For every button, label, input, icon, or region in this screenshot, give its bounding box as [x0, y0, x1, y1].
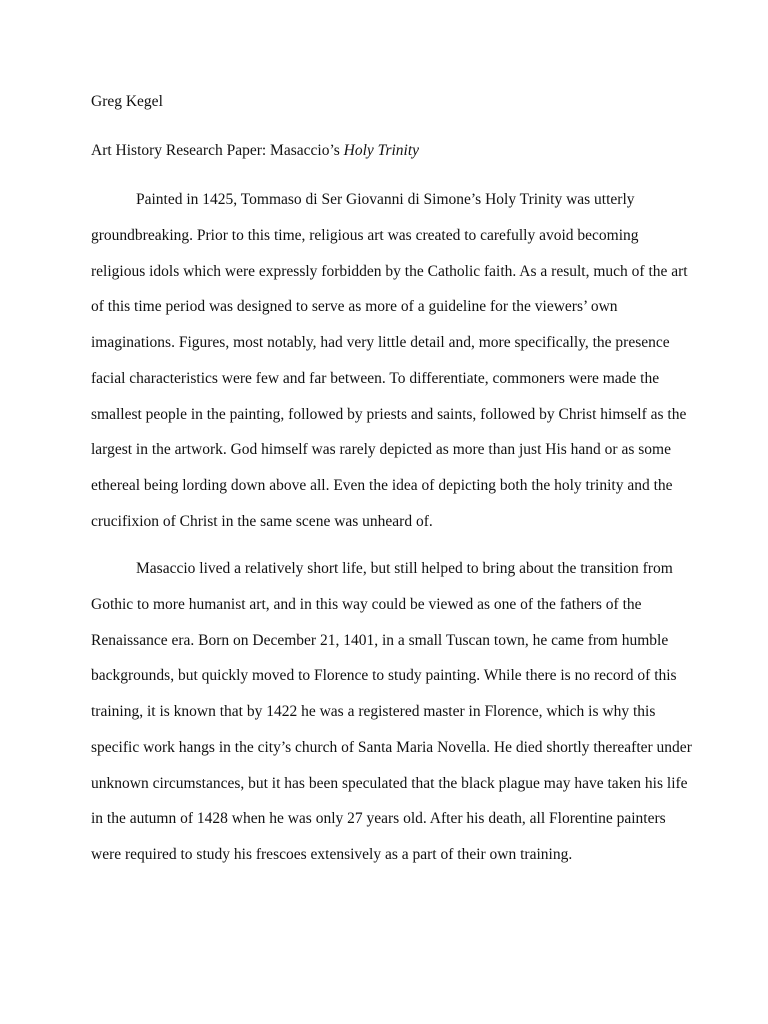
paper-title [91, 139, 419, 163]
paragraph-line: training, it is known that by 1422 he was a registered master in Florence, which is why this [91, 703, 656, 720]
paragraph-line: ethereal being lording down above all. Even the idea of depicting both the holy trinity and the [91, 477, 673, 494]
paragraph-line: of this time period was designed to serve as more of a guideline for the viewers’ own [91, 298, 618, 316]
title-prefix: Art History Research Paper: Masaccio’s [91, 142, 344, 159]
paragraph-line: crucifixion of Christ in the same scene was unheard of. [91, 512, 433, 530]
paragraph-line: imaginations. Figures, most notably, had very little detail and, more specifically, the presence [91, 334, 670, 351]
body-paragraph-1 [91, 188, 687, 546]
author-name: Greg Kegel [91, 93, 163, 110]
paragraph-line: Masaccio lived a relatively short life, but still helped to bring about the transition from [136, 560, 673, 577]
paragraph-line: were required to study his frescoes extensively as a part of their own training. [91, 846, 573, 863]
paragraph-line: facial characteristics were few and far between. To differentiate, commoners were made the [91, 369, 660, 387]
title-artwork-name: Holy Trinity [343, 142, 420, 159]
paragraph-line: specific work hangs in the city’s church of Santa Maria Novella. He died shortly thereafter under [91, 738, 692, 756]
paragraph-line: religious idols which were expressly forbidden by the Catholic faith. As a result, much of the art [91, 262, 688, 280]
body-paragraph-2 [91, 557, 692, 879]
paragraph-line: Gothic to more humanist art, and in this way could be viewed as one of the fathers of the [91, 595, 642, 613]
paragraph-line: backgrounds, but quickly moved to Florence to study painting. While there is no record of this [91, 667, 677, 685]
paragraph-line: in the autumn of 1428 when he was only 27 years old. After his death, all Florentine painters [91, 810, 666, 828]
paragraph-line: groundbreaking. Prior to this time, religious art was created to carefully avoid becoming [91, 226, 639, 244]
paragraph-line: unknown circumstances, but it has been speculated that the black plague may have taken his life [91, 774, 688, 792]
paragraph-line: smallest people in the painting, followed by priests and saints, followed by Christ himself as the [91, 405, 687, 423]
paragraph-line: Renaissance era. Born on December 21, 1401, in a small Tuscan town, he came from humble [91, 631, 669, 649]
paragraph-line: largest in the artwork. God himself was rarely depicted as more than just His hand or as some [91, 441, 671, 459]
paragraph-line: Painted in 1425, Tommaso di Ser Giovanni di Simone’s Holy Trinity was utterly [136, 191, 635, 208]
